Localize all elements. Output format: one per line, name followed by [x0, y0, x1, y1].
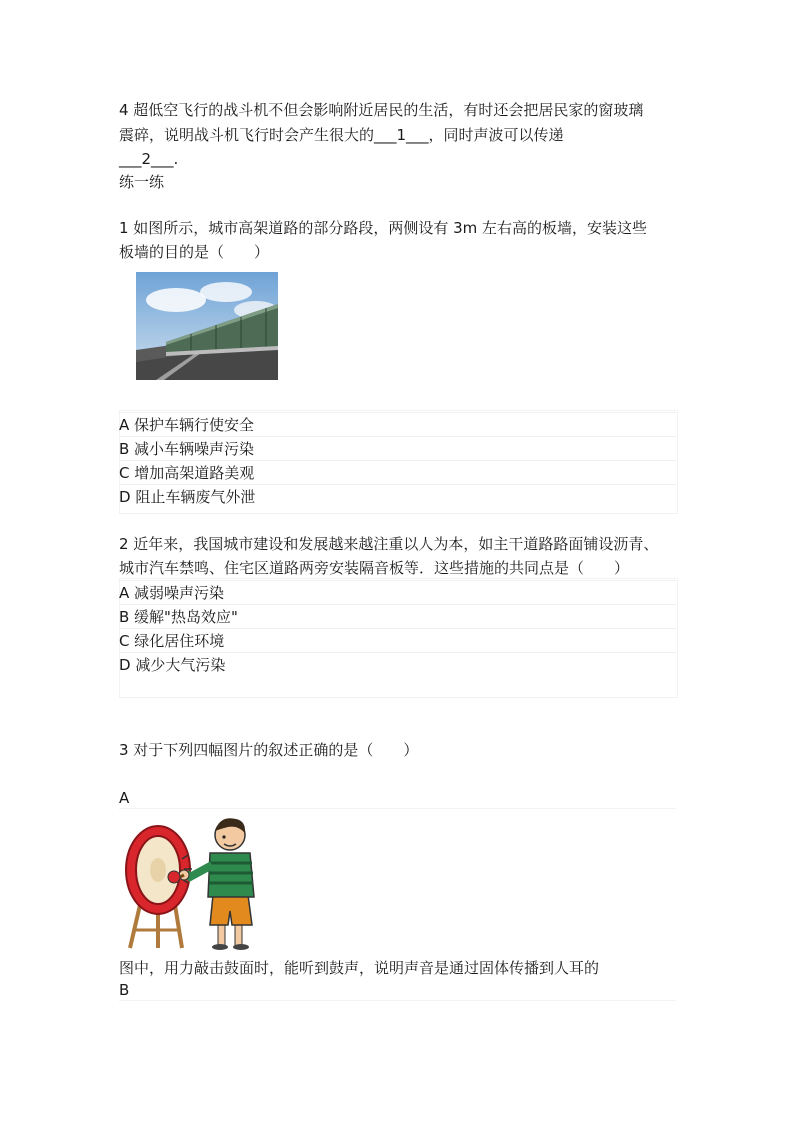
q4-line-3: ___2___.	[119, 150, 179, 168]
problem-2-option-d[interactable]: D 减少大气污染	[119, 652, 676, 677]
problem-1-option-b[interactable]: B 减小车辆噪声污染	[119, 436, 676, 461]
problem-1-option-a[interactable]: A 保护车辆行使安全	[119, 412, 676, 437]
highway-barrier-photo	[136, 272, 278, 380]
problem-3-option-a-text: 图中，用力敲击鼓面时，能听到鼓声，说明声音是通过固体传播到人耳的	[119, 959, 600, 977]
problem-2-option-b[interactable]: B 缓解"热岛效应"	[119, 604, 676, 629]
problem-1-option-d[interactable]: D 阻止车辆废气外泄	[119, 484, 676, 509]
problem-2-line-2: 城市汽车禁鸣、住宅区道路两旁安装隔音板等．这些措施的共同点是（ ）	[119, 559, 630, 577]
section-title: 练一练	[119, 173, 165, 191]
problem-3-option-a-label[interactable]: A	[119, 789, 130, 807]
problem-2-option-a[interactable]: A 减弱噪声污染	[119, 580, 676, 605]
problem-1-option-c[interactable]: C 增加高架道路美观	[119, 460, 676, 485]
problem-1-line-2: 板墙的目的是（ ）	[119, 243, 270, 261]
drum-boy-illustration	[120, 815, 262, 950]
q4-line-2: 震碎，说明战斗机飞行时会产生很大的___1___，同时声波可以传递	[119, 126, 564, 144]
problem-2-option-c[interactable]: C 绿化居住环境	[119, 628, 676, 653]
problem-1-line-1: 1 如图所示，城市高架道路的部分路段，两侧设有 3m 左右高的板墙，安装这些	[119, 219, 648, 237]
problem-3-option-b-label[interactable]: B	[119, 981, 130, 999]
problem-3-option-b-box	[119, 978, 676, 1001]
problem-2-line-1: 2 近年来，我国城市建设和发展越来越注重以人为本，如主干道路路面铺设沥青、	[119, 535, 659, 553]
q4-line-1: 4 超低空飞行的战斗机不但会影响附近居民的生活，有时还会把居民家的窗玻璃	[119, 101, 644, 119]
problem-3-option-a-box	[119, 786, 676, 809]
problem-3-line-1: 3 对于下列四幅图片的叙述正确的是（ ）	[119, 741, 419, 759]
